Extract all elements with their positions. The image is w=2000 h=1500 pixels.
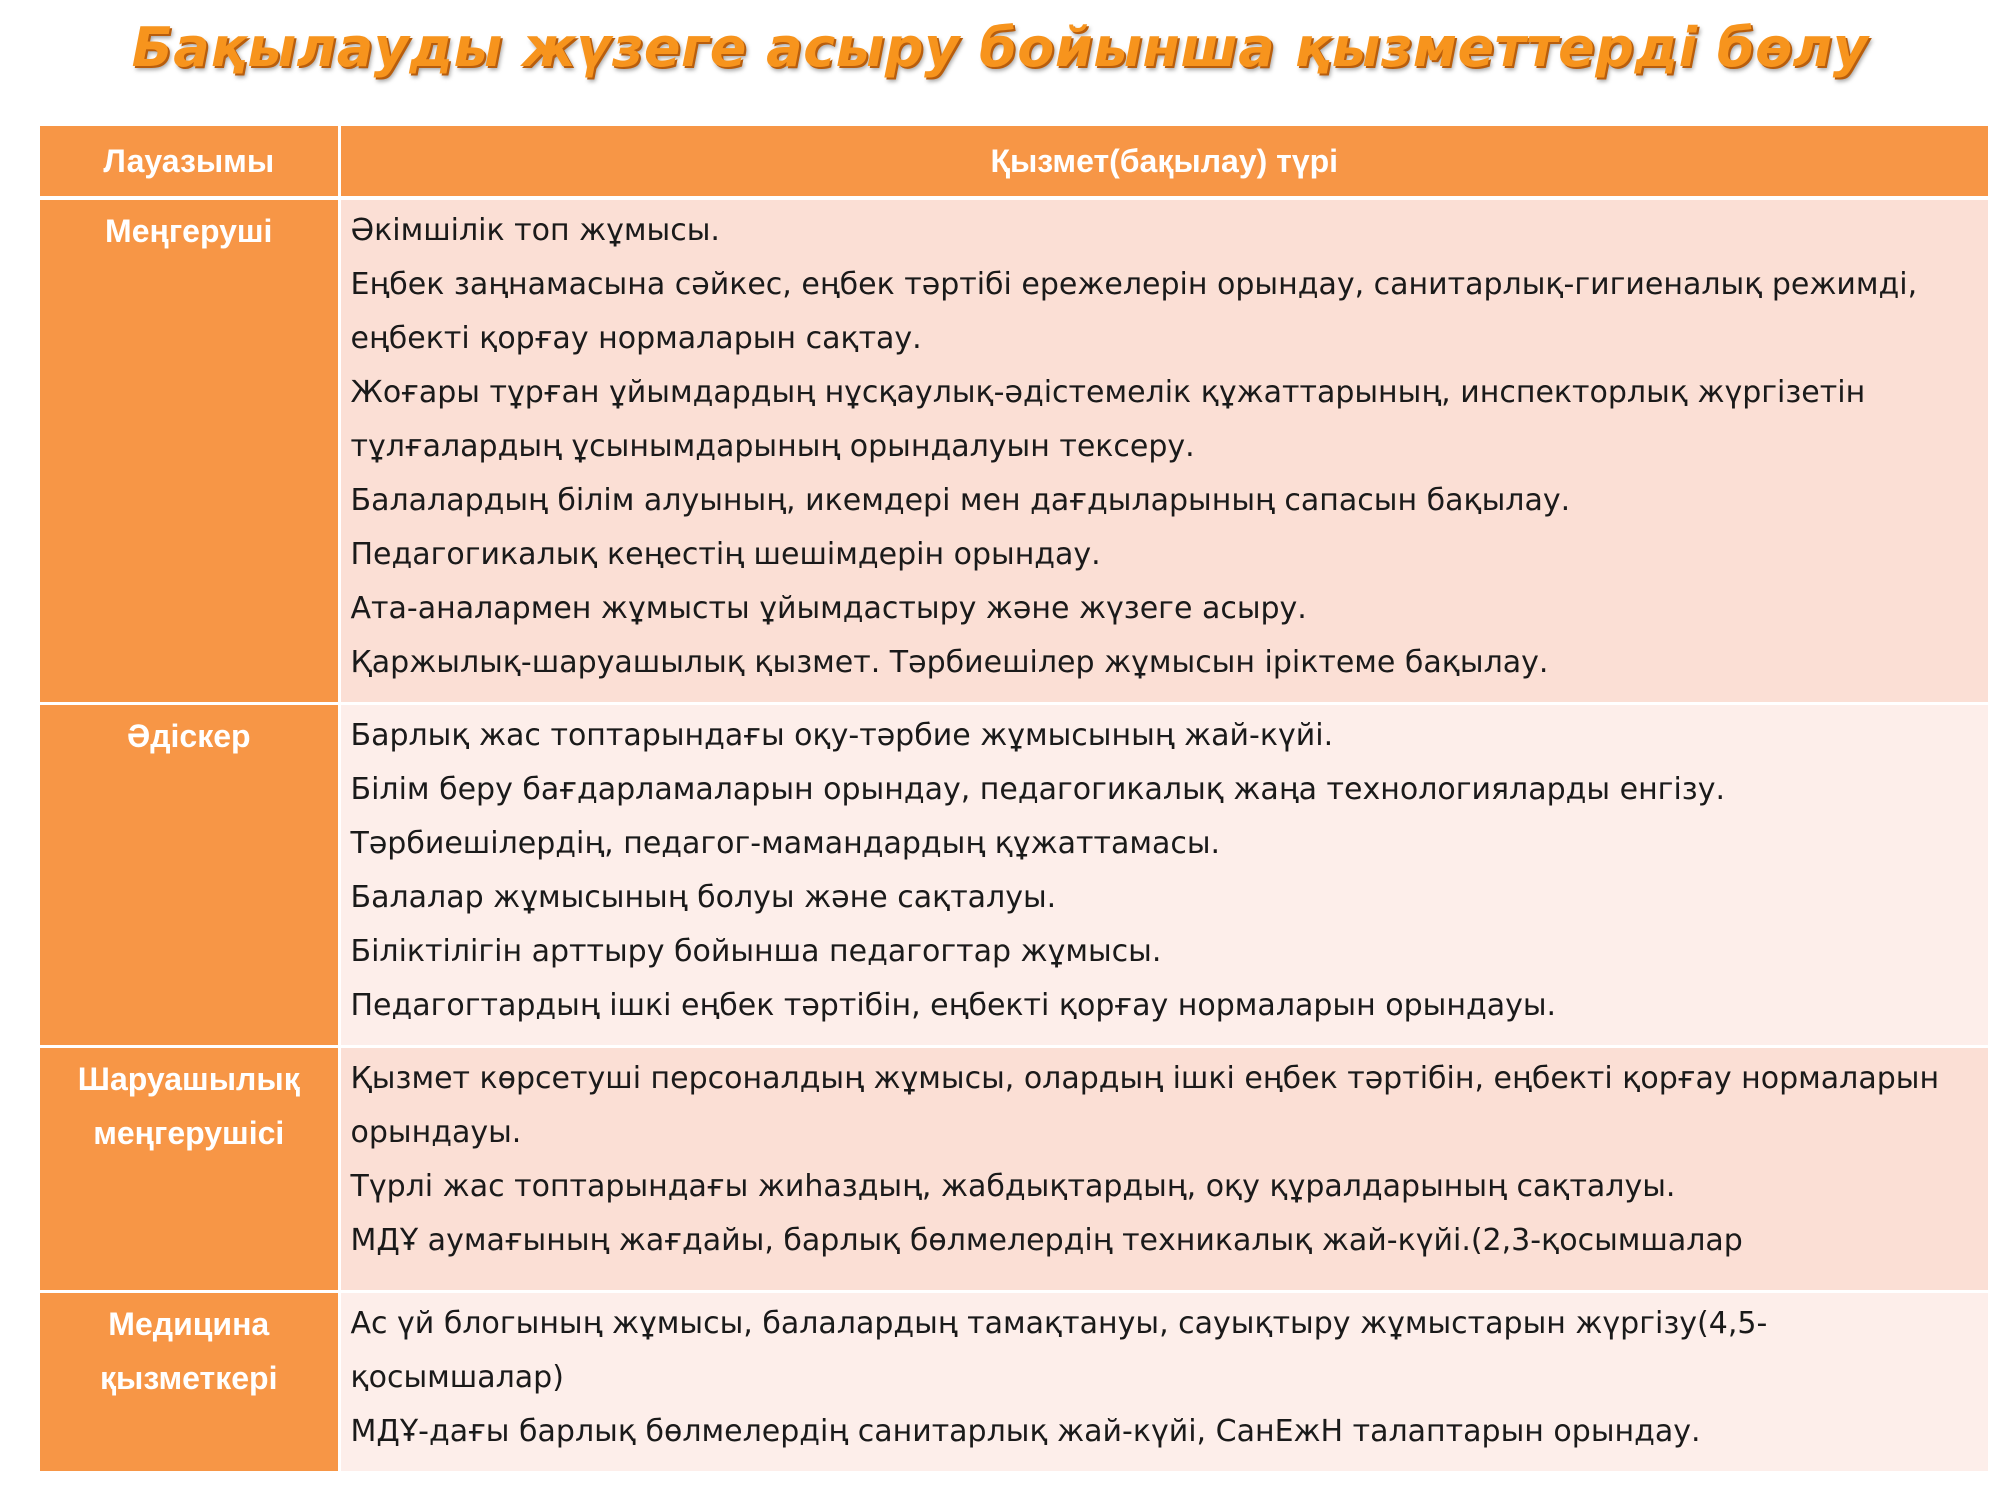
duties-cell (339, 704, 1988, 1047)
duty-item: Білім беру бағдарламаларын орындау, педагогикалық жаңа технологияларды енгізу. (350, 772, 1726, 807)
position-cell: Меңгеруші (40, 198, 339, 704)
duties-cell (339, 1047, 1988, 1292)
table-row (40, 198, 1988, 704)
duty-item: Тәрбиешілердің, педагог-мамандардың құжаттамасы. (350, 826, 1221, 861)
table-row (40, 1292, 1988, 1473)
table-header-row (40, 126, 1988, 198)
position-cell: Шаруашылық меңгерушісі (40, 1047, 339, 1292)
duty-item: Ас үй блогының жұмысы, балалардың тамақтануы, сауықтыру жұмыстарын жүргізу(4,5-қосымшалар) (350, 1306, 1768, 1395)
position-cell: Медицина қызметкері (40, 1292, 339, 1473)
table-row (40, 704, 1988, 1047)
duty-item: Қызмет көрсетуші персоналдың жұмысы, олардың ішкі еңбек тәртібін, еңбекті қорғау нормаларын орындауы. (350, 1061, 1940, 1150)
duties-cell (339, 198, 1988, 704)
header-control-type: Қызмет(бақылау) түрі (339, 126, 1988, 198)
duty-item: МДҰ-дағы барлық бөлмелердің санитарлық жай-күйі, СанЕжН талаптарын орындау. (350, 1414, 1701, 1449)
duties-cell (339, 1292, 1988, 1473)
duty-item: Жоғары тұрған ұйымдардың нұсқаулық-әдістемелік құжаттарының, инспекторлық жүргізетін тұлғалардың ұсынымдарының орындалуын тексеру. (350, 375, 1866, 464)
duty-item: Еңбек заңнамасына сәйкес, еңбек тәртібі ережелерін орындау, санитарлық-гигиеналық режимді, еңбекті қорғау нормаларын сақтау. (350, 267, 1918, 356)
control-distribution-table (40, 126, 1988, 1474)
page-title: Бақылауды жүзеге асыру бойынша қызметтерді бөлу (131, 16, 1869, 79)
header-position: Лауазымы (40, 126, 339, 198)
duty-item: Педагогикалық кеңестің шешімдерін орындау. (350, 537, 1101, 572)
table-row (40, 1047, 1988, 1292)
position-cell: Әдіскер (40, 704, 339, 1047)
duty-item: Түрлі жас топтарындағы жиһаздың, жабдықтардың, оқу құралдарының сақталуы. (350, 1169, 1676, 1204)
duty-item: Балалар жұмысының болуы және сақталуы. (350, 880, 1057, 915)
duty-item: Әкімшілік топ жұмысы. (350, 213, 720, 248)
duty-item: МДҰ аумағының жағдайы, барлық бөлмелердің техникалық жай-күйі.(2,3-қосымшалар (350, 1223, 1743, 1258)
duty-item: Барлық жас топтарындағы оқу-тәрбие жұмысының жай-күйі. (350, 718, 1334, 753)
duty-item: Қаржылық-шаруашылық қызмет. Тәрбиешілер жұмысын іріктеме бақылау. (350, 645, 1549, 680)
duty-item: Біліктілігін арттыру бойынша педагогтар жұмысы. (350, 934, 1162, 969)
duty-item: Ата-аналармен жұмысты ұйымдастыру және жүзеге асыру. (350, 591, 1307, 626)
duty-item: Педагогтардың ішкі еңбек тәртібін, еңбекті қорғау нормаларын орындауы. (350, 988, 1557, 1023)
duty-item: Балалардың білім алуының, икемдері мен дағдыларының сапасын бақылау. (350, 483, 1571, 518)
